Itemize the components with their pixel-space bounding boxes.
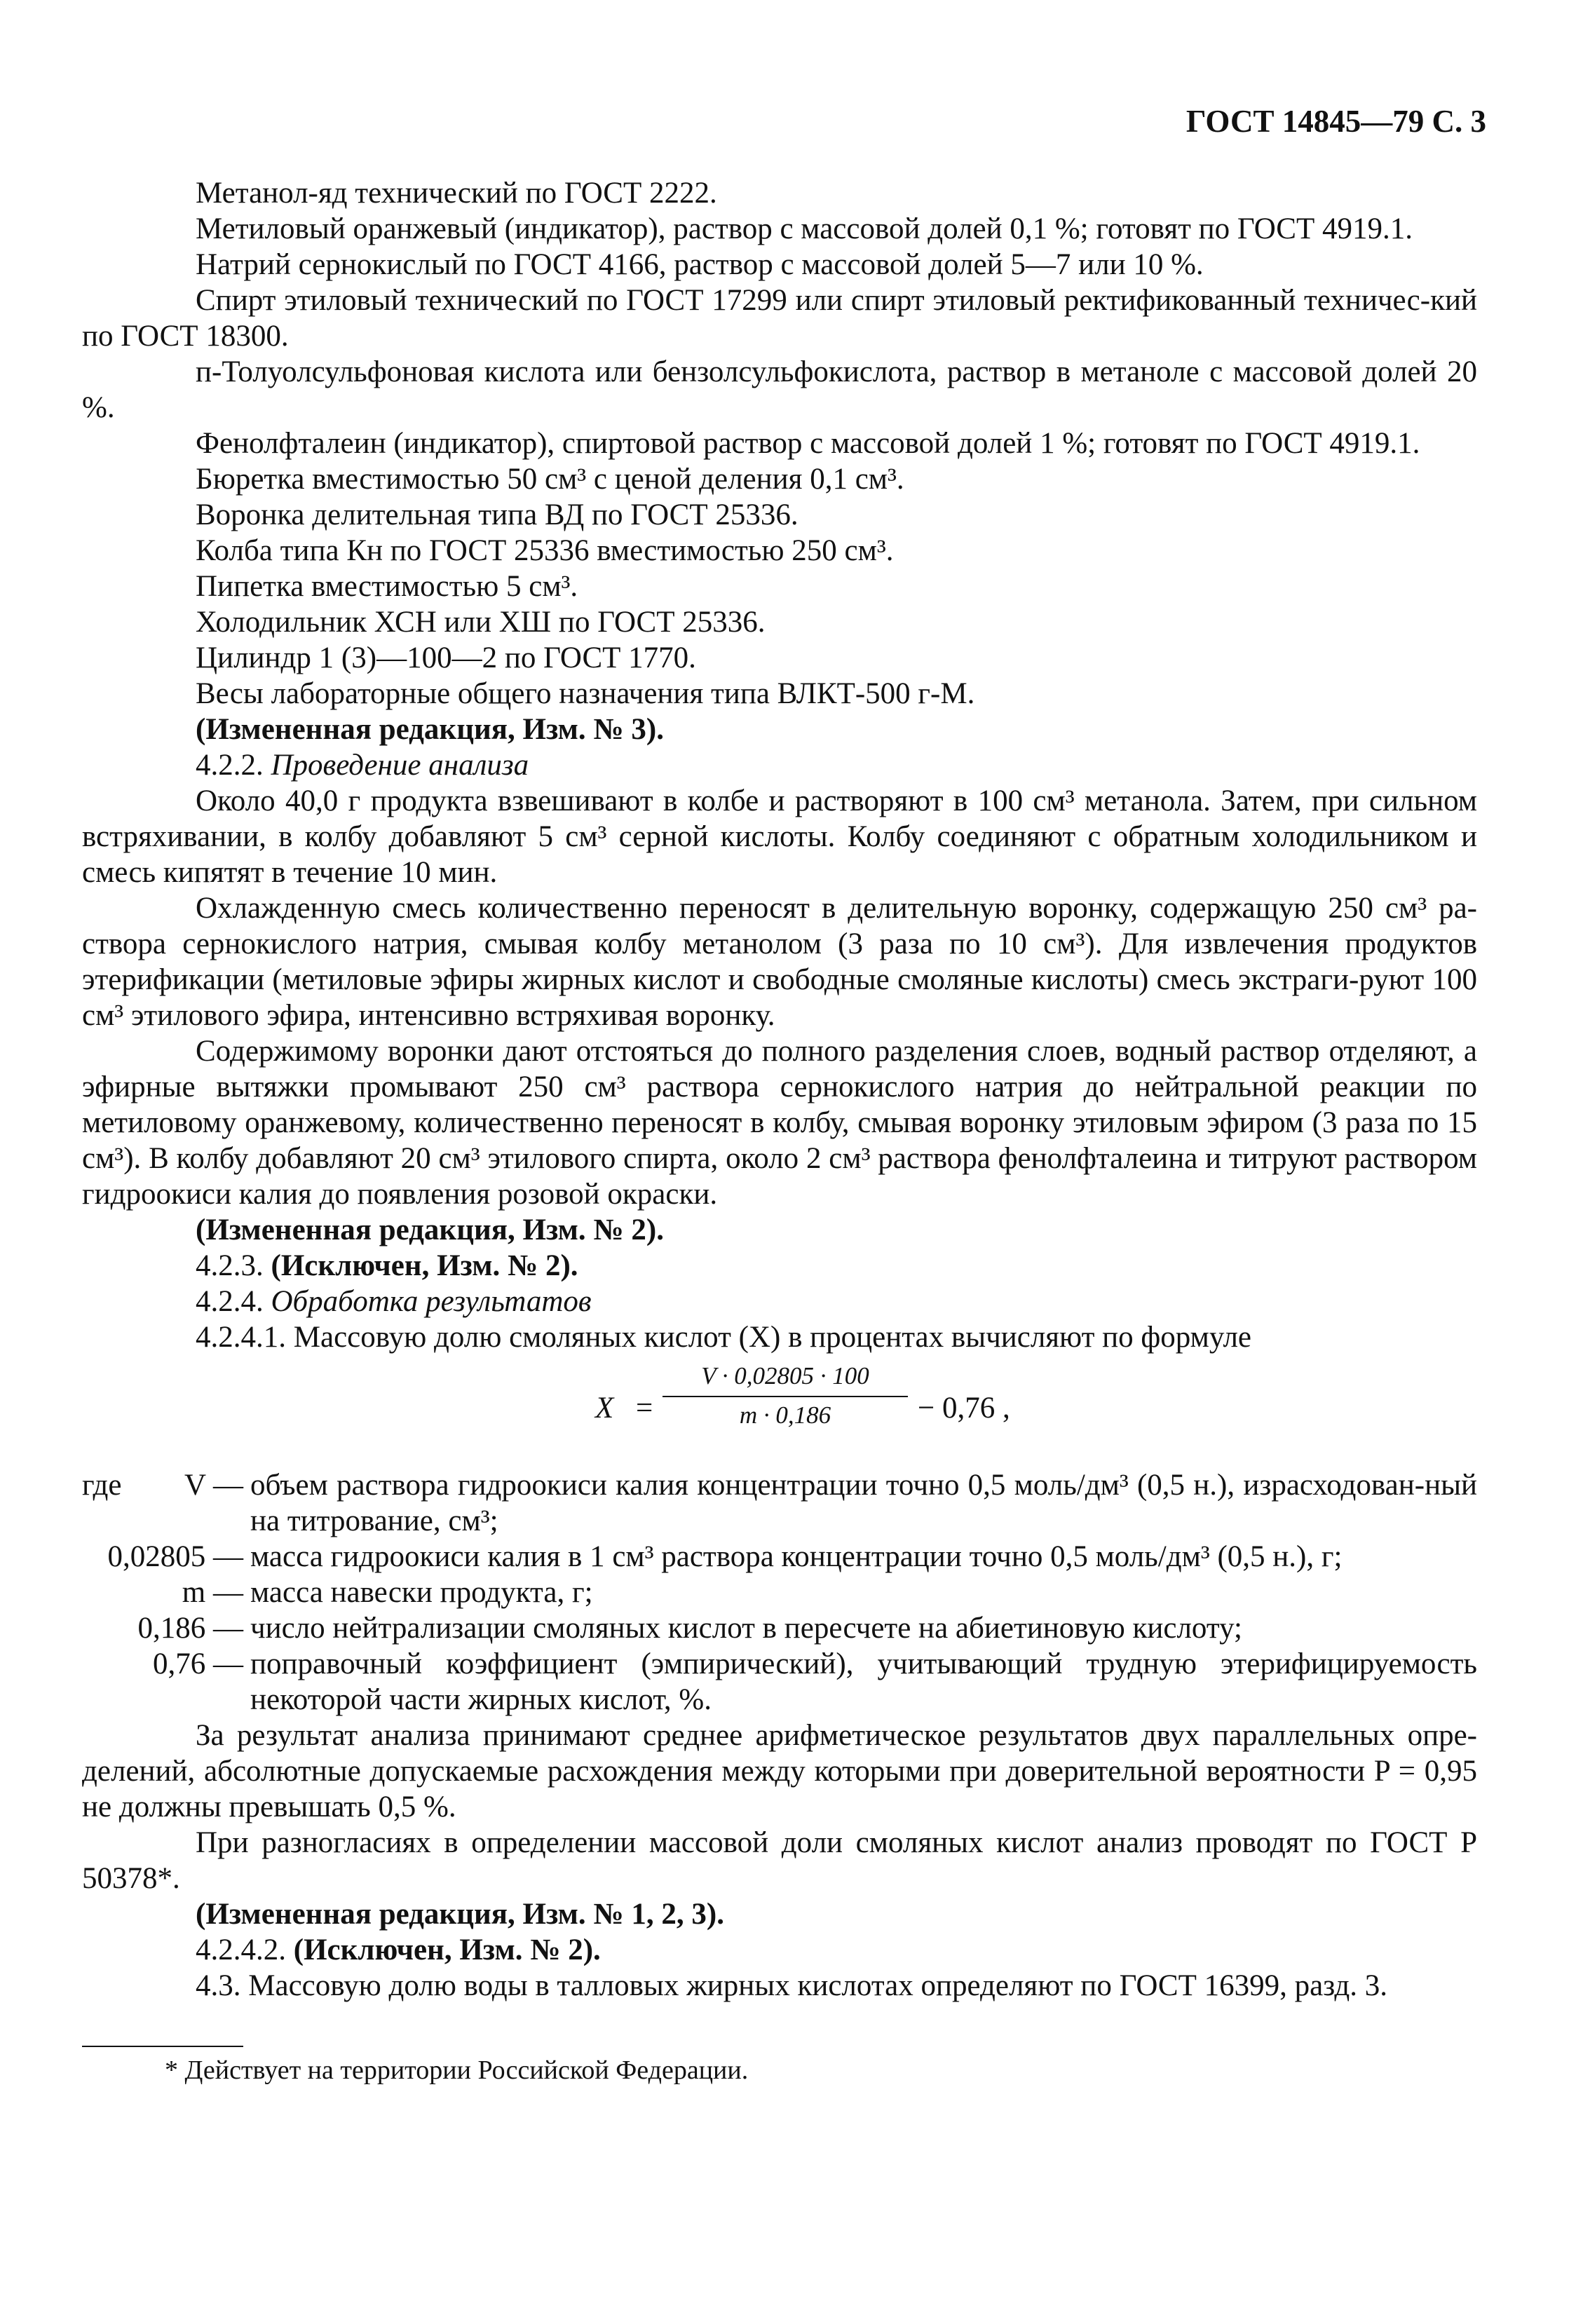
variable-text: масса навески продукта, г; <box>250 1576 593 1609</box>
result-paragraph: За результат анализа принимают среднее арифметическое результатов двух параллельных опре-делений, абсолютные допускаемые расхождения между которыми при доверительной вероятности P = 0,95 не должны превышать 0,5 %. <box>82 1719 1477 1823</box>
variable-row <box>82 1646 1477 1718</box>
variable-symbol: 0,02805 — <box>107 1540 243 1573</box>
variable-symbol: 0,76 — <box>153 1647 243 1680</box>
reagent-item: Цилиндр 1 (3)—100—2 по ГОСТ 1770. <box>196 641 696 674</box>
reagent-item: Спирт этиловый технический по ГОСТ 17299 или спирт этиловый ректификованный техничес-кий по ГОСТ 18300. <box>82 284 1477 353</box>
where-label: где <box>82 1469 122 1502</box>
formula-intro: 4.2.4.1. Массовую долю смоляных кислот (X) в процентах вычисляют по формуле <box>196 1321 1251 1354</box>
formula-lhs: X <box>595 1392 614 1425</box>
variable-definitions <box>82 1467 1477 1718</box>
change-note: (Измененная редакция, Изм. № 3). <box>196 713 664 746</box>
section-heading-4-2-3 <box>82 1248 1477 1284</box>
variable-row <box>82 1539 1477 1575</box>
formula-rest: − 0,76 , <box>918 1392 1010 1425</box>
section-excluded: (Исключен, Изм. № 2). <box>293 1934 601 1966</box>
reagent-item: Весы лабораторные общего назначения типа ВЛКТ-500 г-М. <box>196 677 975 710</box>
reagent-item: Воронка делительная типа ВД по ГОСТ 25336. <box>196 498 799 531</box>
reagent-item: Колба типа Кн по ГОСТ 25336 вместимостью 250 см³. <box>196 534 894 567</box>
formula-equals: = <box>636 1392 653 1425</box>
change-note: (Измененная редакция, Изм. № 2). <box>196 1214 664 1246</box>
section-4-3: 4.3. Массовую долю воды в талловых жирных кислотах определяют по ГОСТ 16399, разд. 3. <box>196 1969 1388 2002</box>
result-paragraph: При разногласиях в определении массовой доли смоляных кислот анализ проводят по ГОСТ Р 50378*. <box>82 1826 1477 1895</box>
variable-row <box>82 1575 1477 1610</box>
formula-fraction <box>663 1361 908 1431</box>
section-heading-4-2-2 <box>82 747 1477 783</box>
reagent-item: Пипетка вместимостью 5 см³. <box>196 570 578 603</box>
page-header: ГОСТ 14845—79 С. 3 <box>1185 104 1486 139</box>
footnote: * Действует на территории Российской Федерации. <box>165 2055 749 2085</box>
section-title: Проведение анализа <box>271 749 529 782</box>
section-heading-4-2-4 <box>82 1284 1477 1319</box>
formula <box>82 1355 1477 1467</box>
reagent-item: Бюретка вместимостью 50 см³ с ценой деления 0,1 см³. <box>196 463 904 496</box>
variable-symbol: m — <box>182 1576 243 1609</box>
section-title: Обработка результатов <box>271 1285 592 1318</box>
analysis-paragraph: Содержимому воронки дают отстояться до полного разделения слоев, водный раствор отделяют, а эфирные вытяжки промывают 250 см³ раствора сернокислого натрия до нейтральной реакции по метиловому оранжевому, количественно переносят в колбу, смывая воронку этиловым эфиром (3 раза по 15 см³). В колбу добавляют 20 см³ этилового спирта, около 2 см³ раствора фенолфталеина и титруют раствором гидроокиси калия до появления розовой окраски. <box>82 1035 1477 1211</box>
section-excluded: (Исключен, Изм. № 2). <box>271 1249 578 1282</box>
variable-row <box>82 1610 1477 1646</box>
formula-numerator: V · 0,02805 · 100 <box>663 1361 908 1397</box>
reagents-list <box>82 175 1477 747</box>
change-note: (Измененная редакция, Изм. № 1, 2, 3). <box>196 1898 724 1931</box>
variable-text: число нейтрализации смоляных кислот в пересчете на абиетиновую кислоту; <box>250 1612 1242 1645</box>
footnote-separator <box>82 2046 243 2047</box>
reagent-item: Холодильник ХСН или ХШ по ГОСТ 25336. <box>196 606 766 639</box>
reagent-item: п-Толуолсульфоновая кислота или бензолсульфокислота, раствор в метаноле с массовой долей 20 %. <box>82 355 1477 424</box>
formula-denominator: m · 0,186 <box>739 1401 831 1429</box>
variable-text: масса гидроокиси калия в 1 см³ раствора концентрации точно 0,5 моль/дм³ (0,5 н.), г; <box>250 1540 1343 1573</box>
variable-text: объем раствора гидроокиси калия концентрации точно 0,5 моль/дм³ (0,5 н.), израсходован-ный на титрование, см³; <box>250 1469 1477 1537</box>
reagent-item: Натрий сернокислый по ГОСТ 4166, раствор с массовой долей 5—7 или 10 %. <box>196 248 1204 281</box>
section-number: 4.2.3. <box>196 1249 264 1282</box>
reagent-item: Фенолфталеин (индикатор), спиртовой раствор с массовой долей 1 %; готовят по ГОСТ 4919.1. <box>196 427 1420 460</box>
document-body <box>82 175 1477 2088</box>
analysis-paragraph: Около 40,0 г продукта взвешивают в колбе и растворяют в 100 см³ метанола. Затем, при сильном встряхивании, в колбу добавляют 5 см³ серной кислоты. Колбу соединяют с обратным холодильником и смесь кипятят в течение 10 мин. <box>82 784 1477 889</box>
variable-row <box>82 1467 1477 1539</box>
section-number: 4.2.4.2. <box>196 1934 286 1966</box>
variable-symbol: V — <box>184 1469 243 1502</box>
section-number: 4.2.2. <box>196 749 264 782</box>
reagent-item: Метиловый оранжевый (индикатор), раствор с массовой долей 0,1 %; готовят по ГОСТ 4919.1. <box>196 212 1413 245</box>
section-number: 4.2.4. <box>196 1285 264 1318</box>
section-heading-4-2-4-2 <box>82 1932 1477 1968</box>
variable-symbol: 0,186 — <box>137 1612 243 1645</box>
analysis-paragraph: Охлажденную смесь количественно переносят в делительную воронку, содержащую 250 см³ ра-створа сернокислого натрия, смывая колбу метанолом (3 раза по 10 см³). Для извлечения продуктов этерификации (метиловые эфиры жирных кислот и свободные смоляные кислоты) смесь экстраги-руют 100 см³ этилового эфира, интенсивно встряхивая воронку. <box>82 892 1477 1032</box>
variable-text: поправочный коэффициент (эмпирический), учитывающий трудную этерифицируемость некоторой части жирных кислот, %. <box>250 1647 1477 1716</box>
reagent-item: Метанол-яд технический по ГОСТ 2222. <box>196 177 717 210</box>
